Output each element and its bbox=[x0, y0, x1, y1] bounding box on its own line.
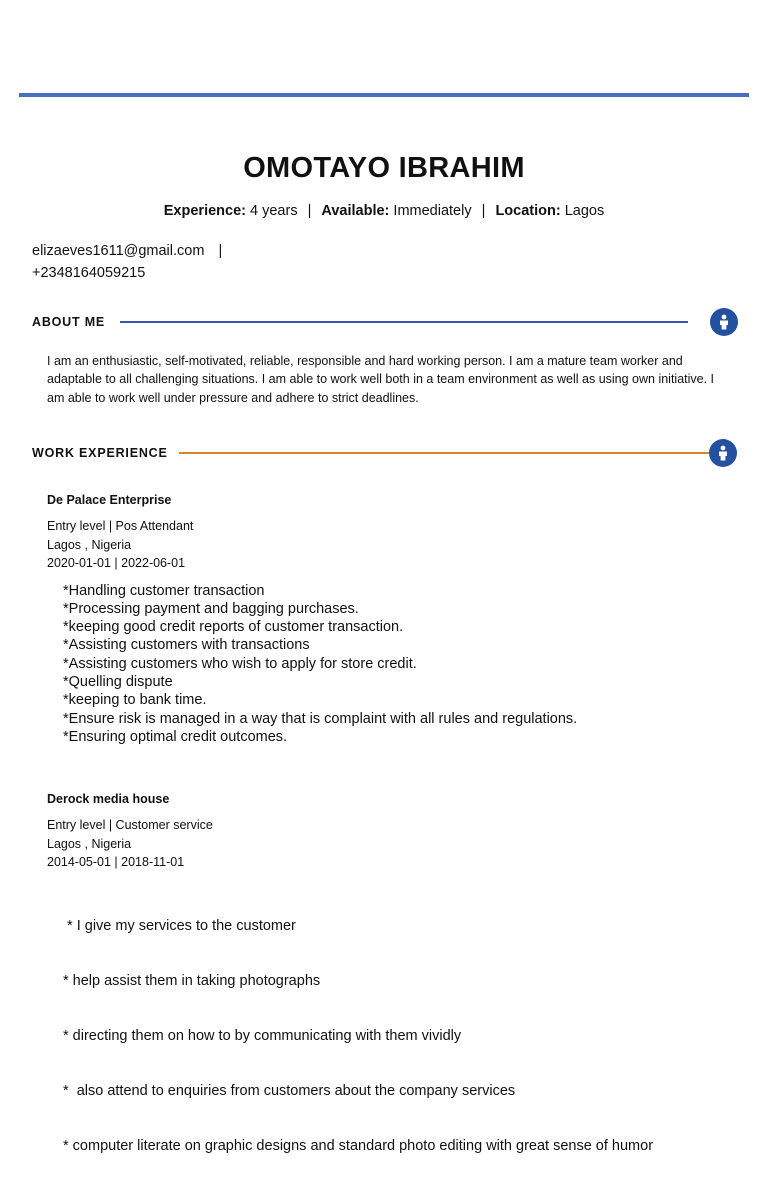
duty-item: *Assisting customers who wish to apply for store credit. bbox=[63, 655, 417, 672]
work-section-header bbox=[32, 443, 738, 463]
job-location: Lagos , Nigeria bbox=[47, 537, 132, 552]
phone-number[interactable]: +2348164059215 bbox=[32, 265, 146, 281]
top-divider bbox=[19, 93, 749, 97]
experience-value: 4 years bbox=[250, 203, 298, 219]
summary-separator: | bbox=[307, 203, 312, 219]
duty-item: *Quelling dispute bbox=[63, 673, 173, 690]
job-dates: 2014-05-01 | 2018-11-01 bbox=[47, 855, 185, 869]
about-section-header bbox=[32, 312, 738, 332]
duty-item: *Assisting customers with transactions bbox=[63, 637, 310, 654]
duty-item: * help assist them in taking photographs bbox=[63, 972, 321, 989]
about-title: ABOUT ME bbox=[32, 315, 106, 329]
experience-label: Experience: bbox=[163, 203, 246, 219]
available-label: Available: bbox=[321, 203, 390, 219]
location-label: Location: bbox=[495, 203, 561, 219]
duty-item: * I give my services to the customer bbox=[63, 918, 296, 935]
duty-item: *Ensuring optimal credit outcomes. bbox=[63, 728, 288, 745]
about-divider bbox=[120, 321, 688, 323]
job-dates: 2020-01-01 | 2022-06-01 bbox=[47, 556, 186, 570]
job-role: Entry level | Pos Attendant bbox=[47, 519, 194, 533]
duty-item: * directing them on how to by communicating with them vividly bbox=[63, 1027, 462, 1044]
duty-item: *keeping to bank time. bbox=[63, 692, 207, 709]
contact-block bbox=[32, 240, 222, 284]
contact-separator: | bbox=[218, 243, 223, 259]
summary-separator: | bbox=[481, 203, 486, 219]
duty-item: *Ensure risk is managed in a way that is complaint with all rules and regulations. bbox=[63, 710, 578, 727]
job-location: Lagos , Nigeria bbox=[47, 836, 132, 851]
job-entry bbox=[47, 790, 747, 1192]
job-duties bbox=[63, 582, 747, 747]
job-role: Entry level | Customer service bbox=[47, 818, 213, 832]
location-value: Lagos bbox=[564, 203, 605, 219]
duty-item: *keeping good credit reports of customer transaction. bbox=[63, 619, 404, 636]
available-value: Immediately bbox=[393, 203, 472, 219]
duty-item: * computer literate on graphic designs and standard photo editing with great sense of humor bbox=[63, 1137, 654, 1154]
duty-item: *Handling customer transaction bbox=[63, 582, 265, 599]
about-text: I am an enthusiastic, self-motivated, reliable, responsible and hard working person. I am a mature team worker and adaptable to all challenging situations. I am able to work well both in a team environment as well as using own initiative. I am able to work well under pressure and adhere to strict deadlines. bbox=[47, 354, 715, 405]
email-link[interactable]: elizaeves1611@gmail.com bbox=[32, 243, 205, 259]
summary-line bbox=[0, 203, 768, 219]
person-icon bbox=[710, 308, 738, 336]
job-company: De Palace Enterprise bbox=[47, 493, 172, 507]
duty-item: *Processing payment and bagging purchases. bbox=[63, 600, 359, 617]
duty-item: * also attend to enquiries from customers about the company services bbox=[63, 1082, 516, 1099]
work-title: WORK EXPERIENCE bbox=[32, 446, 168, 460]
candidate-name: OMOTAYO IBRAHIM bbox=[243, 152, 525, 184]
work-divider bbox=[179, 452, 709, 454]
job-entry bbox=[47, 491, 747, 746]
job-duties bbox=[63, 881, 747, 1192]
person-icon bbox=[709, 439, 737, 467]
job-company: Derock media house bbox=[47, 792, 170, 806]
